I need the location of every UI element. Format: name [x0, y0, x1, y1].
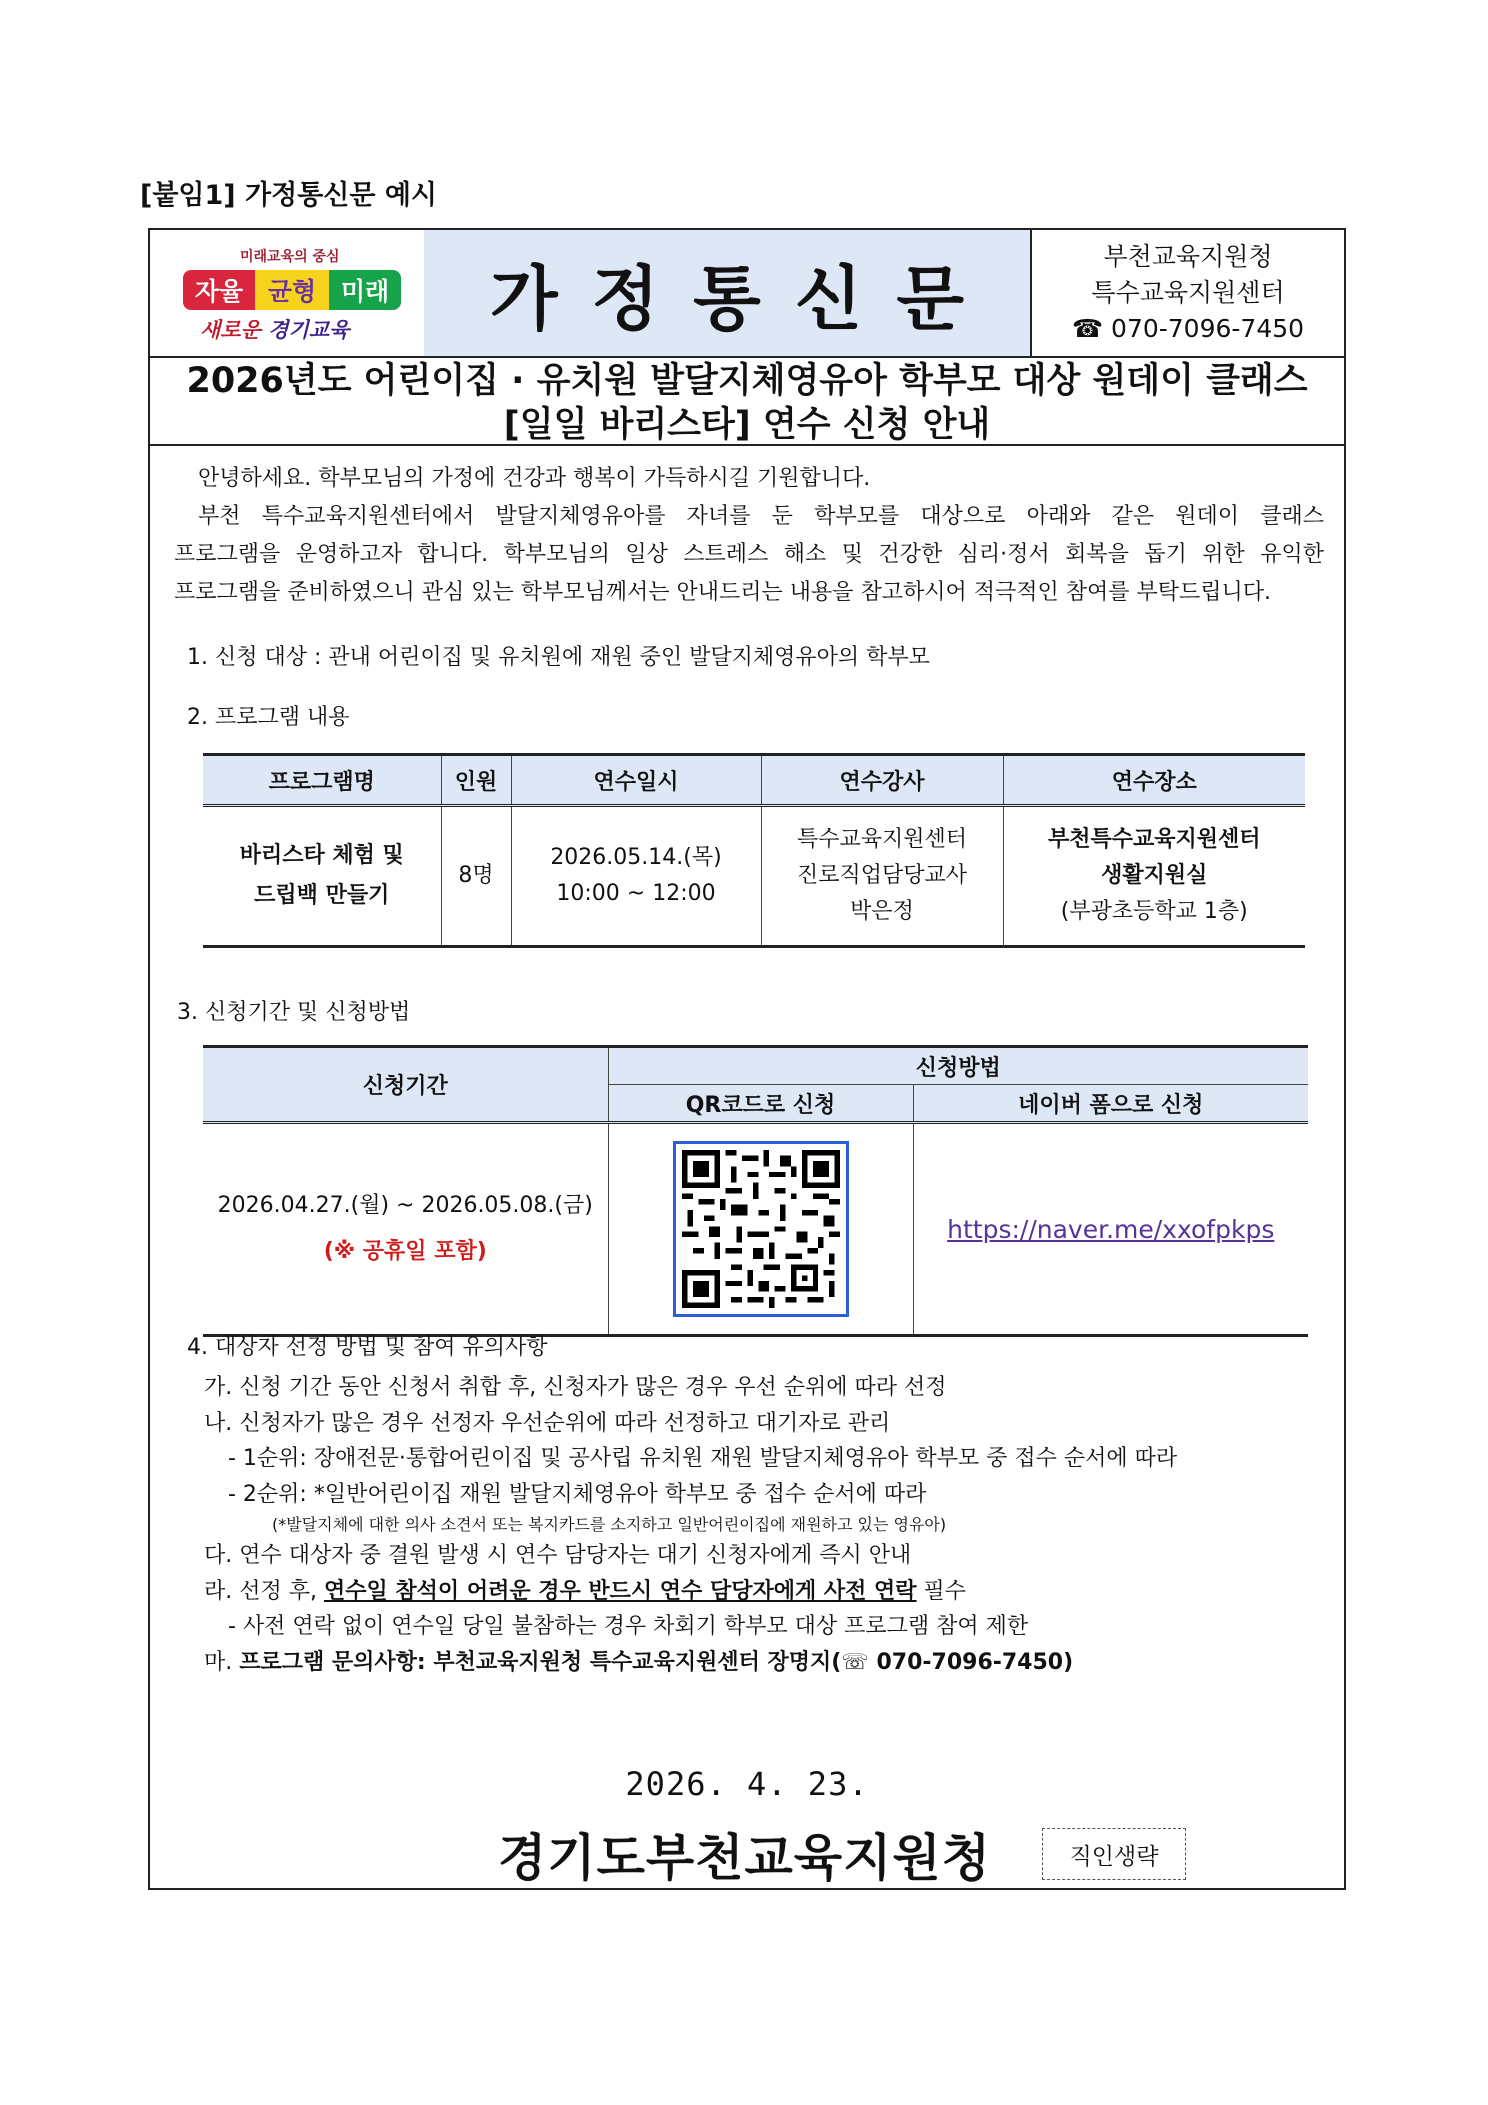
subject-line1: 2026년도 어린이집 · 유치원 발달지체영유아 학부모 대상 원데이 클래스 — [186, 361, 1308, 401]
list-item-da: 다. 연수 대상자 중 결원 발생 시 연수 담당자는 대기 신청자에게 즉시 안내 — [204, 1543, 912, 1568]
program-lecturer — [761, 806, 1003, 947]
subject — [150, 356, 1344, 446]
logo-sub-part1: 새로운 — [200, 318, 261, 342]
table-row — [203, 1123, 1308, 1336]
logo-word-1: 자율 — [183, 270, 255, 310]
logo-tagline: 미래교육의 중심 — [240, 249, 340, 265]
list-item-priority-2-note: (*발달지체에 대한 의사 소견서 또는 복지카드를 소지하고 일반어린이집에 재원하고 있는 영유아) — [272, 1515, 947, 1534]
ra-emphasis: 연수일 참석이 어려운 경우 반드시 연수 담당자에게 사전 연락 — [323, 1578, 917, 1604]
lecturer-line2: 진로직업담당교사 — [796, 863, 968, 888]
program-name-line2: 드립백 만들기 — [254, 883, 390, 908]
logo-band — [183, 270, 401, 310]
org-cell — [1030, 230, 1346, 356]
intro-paragraph — [174, 460, 1324, 612]
col-place: 연수장소 — [1003, 755, 1305, 806]
qr-code-icon[interactable] — [673, 1141, 849, 1317]
program-name — [203, 806, 441, 947]
intro-p1: 안녕하세요. 학부모님의 가정에 건강과 행복이 가득하시길 기원합니다. — [198, 466, 871, 491]
section-2: 2. 프로그램 내용 — [187, 705, 350, 730]
lecturer-line3: 박은정 — [850, 899, 914, 924]
ma-prefix: 마. — [204, 1649, 240, 1675]
logo-word-2: 균형 — [255, 270, 329, 310]
seal-omitted-stamp: 직인생략 — [1042, 1828, 1186, 1880]
list-item-ra-sub: - 사전 연락 없이 연수일 당일 불참하는 경우 차회기 학부모 대상 프로그램 참여 제한 — [228, 1614, 1029, 1639]
section-4-list — [174, 1370, 1334, 1680]
section-4-title: 4. 대상자 선정 방법 및 참여 유의사항 — [187, 1335, 548, 1360]
col-form: 네이버 폼으로 신청 — [913, 1085, 1308, 1123]
attachment-caption: [붙임1] 가정통신문 예시 — [140, 180, 438, 211]
ra-suffix: 필수 — [916, 1578, 967, 1604]
program-table — [203, 753, 1305, 948]
list-item-priority-2: - 2순위: *일반어린이집 재원 발달지체영유아 학부모 중 접수 순서에 따라 — [228, 1481, 927, 1507]
newsletter-frame — [148, 228, 1346, 1890]
naver-form-link[interactable]: https://naver.me/xxofpkps — [947, 1214, 1275, 1244]
org-phone: ☎ 070-7096-7450 — [1071, 314, 1305, 343]
org-line1: 부천교육지원청 — [1103, 242, 1273, 271]
col-method: 신청방법 — [608, 1047, 1308, 1085]
section-3: 3. 신청기간 및 신청방법 — [177, 1000, 411, 1025]
newsletter-header — [150, 230, 1344, 358]
apply-table — [203, 1045, 1308, 1337]
list-item-na: 나. 신청자가 많은 경우 선정자 우선순위에 따라 선정하고 대기자로 관리 — [204, 1410, 891, 1436]
place-line3: (부광초등학교 1층) — [1060, 899, 1248, 924]
newsletter-title: 가정통신문 — [489, 257, 999, 340]
intro-p2a: 부천 특수교육지원센터에서 발달지체영유아를 자녀를 둔 학부모를 대상으로 아래와 같은 원데이 클래스 — [198, 504, 1324, 529]
form-cell — [913, 1123, 1308, 1336]
signature-org: 경기도부천교육지원청 — [498, 1829, 991, 1887]
ra-prefix: 라. 선정 후, — [204, 1578, 324, 1604]
col-lecturer: 연수강사 — [761, 755, 1003, 806]
org-line2: 특수교육지원센터 — [1091, 278, 1285, 307]
program-place — [1003, 806, 1305, 947]
intro-p2b: 프로그램을 운영하고자 합니다. 학부모님의 일상 스트레스 해소 및 건강한 심리·정서 회복을 돕기 위한 유익한 — [174, 542, 1324, 567]
program-count: 8명 — [441, 806, 511, 947]
col-period: 신청기간 — [203, 1047, 608, 1123]
col-datetime: 연수일시 — [511, 755, 761, 806]
apply-period — [203, 1123, 608, 1336]
logo-sub-part2: 경기교육 — [268, 318, 350, 342]
program-datetime — [511, 806, 761, 947]
col-count: 인원 — [441, 755, 511, 806]
place-line2: 생활지원실 — [1101, 863, 1208, 888]
subject-line2: [일일 바리스타] 연수 신청 안내 — [503, 405, 991, 445]
logo-word-3: 미래 — [329, 270, 401, 310]
issue-date: 2026. 4. 23. — [625, 1765, 869, 1803]
intro-p2c: 프로그램을 준비하였으니 관심 있는 학부모님께서는 안내드리는 내용을 참고하시어 적극적인 참여를 부탁드립니다. — [174, 580, 1272, 605]
table-row — [203, 806, 1305, 947]
list-item-ma — [174, 1645, 1334, 1681]
list-item-ra — [174, 1574, 1334, 1610]
apply-period-note: (※ 공휴일 포함) — [323, 1239, 487, 1264]
apply-header-row-1 — [203, 1047, 1308, 1085]
program-name-line1: 바리스타 체험 및 — [239, 843, 404, 868]
program-header-row — [203, 755, 1305, 806]
logo-subtitle — [200, 314, 349, 344]
lecturer-line1: 특수교육지원센터 — [796, 827, 968, 852]
program-time: 10:00 ~ 12:00 — [556, 881, 716, 906]
gyeonggi-education-logo — [150, 230, 426, 356]
program-date: 2026.05.14.(목) — [550, 845, 722, 870]
title-cell — [424, 230, 1032, 356]
list-item-priority-1: - 1순위: 장애전문·통합어린이집 및 공사립 유치원 재원 발달지체영유아 학부모 중 접수 순서에 따라 — [228, 1446, 1178, 1471]
place-line1: 부천특수교육지원센터 — [1047, 827, 1261, 852]
qr-cell — [608, 1123, 913, 1336]
section-1: 1. 신청 대상 : 관내 어린이집 및 유치원에 재원 중인 발달지체영유아의 학부모 — [187, 645, 930, 670]
list-item-ga: 가. 신청 기간 동안 신청서 취합 후, 신청자가 많은 경우 우선 순위에 따라 선정 — [204, 1375, 947, 1400]
apply-period-dates: 2026.04.27.(월) ~ 2026.05.08.(금) — [217, 1193, 593, 1218]
col-qr: QR코드로 신청 — [608, 1085, 913, 1123]
ma-contact: 프로그램 문의사항: 부천교육지원청 특수교육지원센터 장명지(☏ 070-7096-7450) — [239, 1649, 1074, 1675]
col-program-name: 프로그램명 — [203, 755, 441, 806]
